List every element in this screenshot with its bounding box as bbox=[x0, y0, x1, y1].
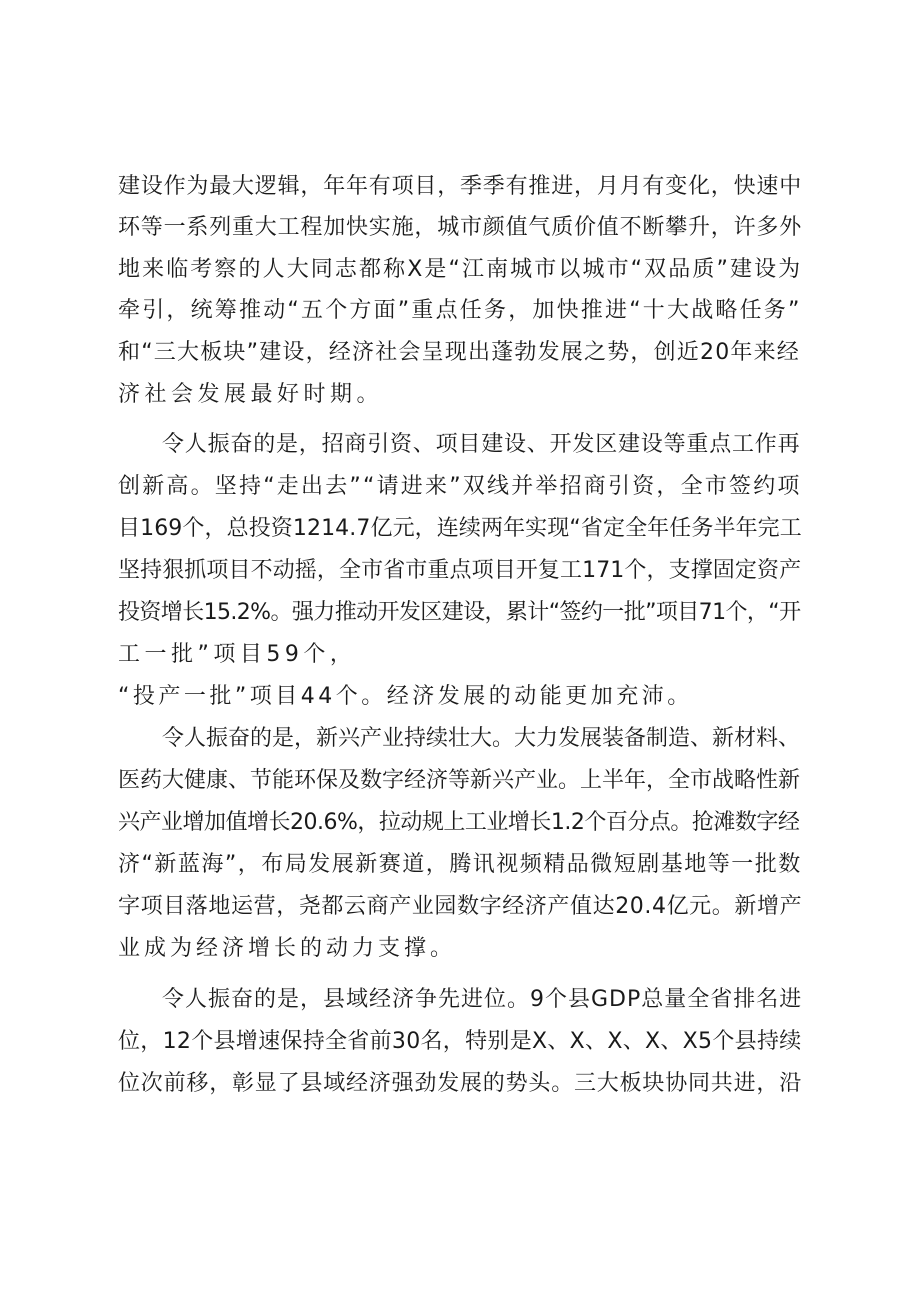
text-line: 济“新蓝海”，布局发展新赛道，腾讯视频精品微短剧基地等一批数 bbox=[118, 852, 802, 877]
text-line: 令人振奋的是，县域经济争先进位。9个县GDP总量全省排名进 bbox=[162, 987, 803, 1012]
text-line: 济社会发展最好时期。 bbox=[118, 382, 384, 407]
text-line: 医药大健康、节能环保及数字经济等新兴产业。上半年，全市战略性新 bbox=[118, 768, 801, 793]
text-line: 位次前移，彰显了县域经济强劲发展的势头。三大板块协同共进，沿 bbox=[118, 1071, 803, 1096]
text-line: 坚持狠抓项目不动摇，全市省市重点项目开复工171个，支撑固定资产 bbox=[118, 558, 802, 583]
text-line: 和“三大板块”建设，经济社会呈现出蓬勃发展之势，创近20年来经 bbox=[118, 340, 800, 365]
text-line: 业成为经济增长的动力支撑。 bbox=[118, 936, 457, 961]
text-line: 牵引，统筹推动“五个方面”重点任务，加快推进“十大战略任务” bbox=[118, 298, 802, 323]
text-line: 令人振奋的是，新兴产业持续壮大。大力发展装备制造、新材料、 bbox=[162, 726, 801, 751]
text-line: 位，12个县增速保持全省前30名，特别是X、X、X、X、X5个县持续 bbox=[118, 1029, 802, 1054]
text-line: 创新高。坚持“走出去”“请进来”双线并举招商引资，全市签约项 bbox=[118, 474, 802, 499]
text-line: 兴产业增加值增长20.6%，拉动规上工业增长1.2个百分点。抢滩数字经 bbox=[118, 810, 800, 835]
text-line: 建设作为最大逻辑，年年有项目，季季有推进，月月有变化，快速中 bbox=[118, 174, 803, 199]
text-line: “投产一批”项目44个。经济发展的动能更加充沛。 bbox=[118, 684, 693, 709]
text-line: 地来临考察的人大同志都称X是“江南城市以城市“双品质”建设为 bbox=[118, 257, 803, 282]
text-line: 令人振奋的是，招商引资、项目建设、开发区建设等重点工作再 bbox=[162, 432, 801, 457]
text-line: 投资增长15.2%。强力推动开发区建设，累计“签约一批”项目71个，“开 bbox=[118, 600, 801, 625]
text-line: 字项目落地运营，尧都云商产业园数字经济产值达20.4亿元。新增产 bbox=[118, 894, 803, 919]
text-line: 环等一系列重大工程加快实施，城市颜值气质价值不断攀升，许多外 bbox=[118, 215, 803, 240]
text-line: 工一批”项目59个， bbox=[118, 642, 357, 667]
text-line: 目169个，总投资1214.7亿元，连续两年实现“省定全年任务半年完工 bbox=[118, 516, 802, 541]
